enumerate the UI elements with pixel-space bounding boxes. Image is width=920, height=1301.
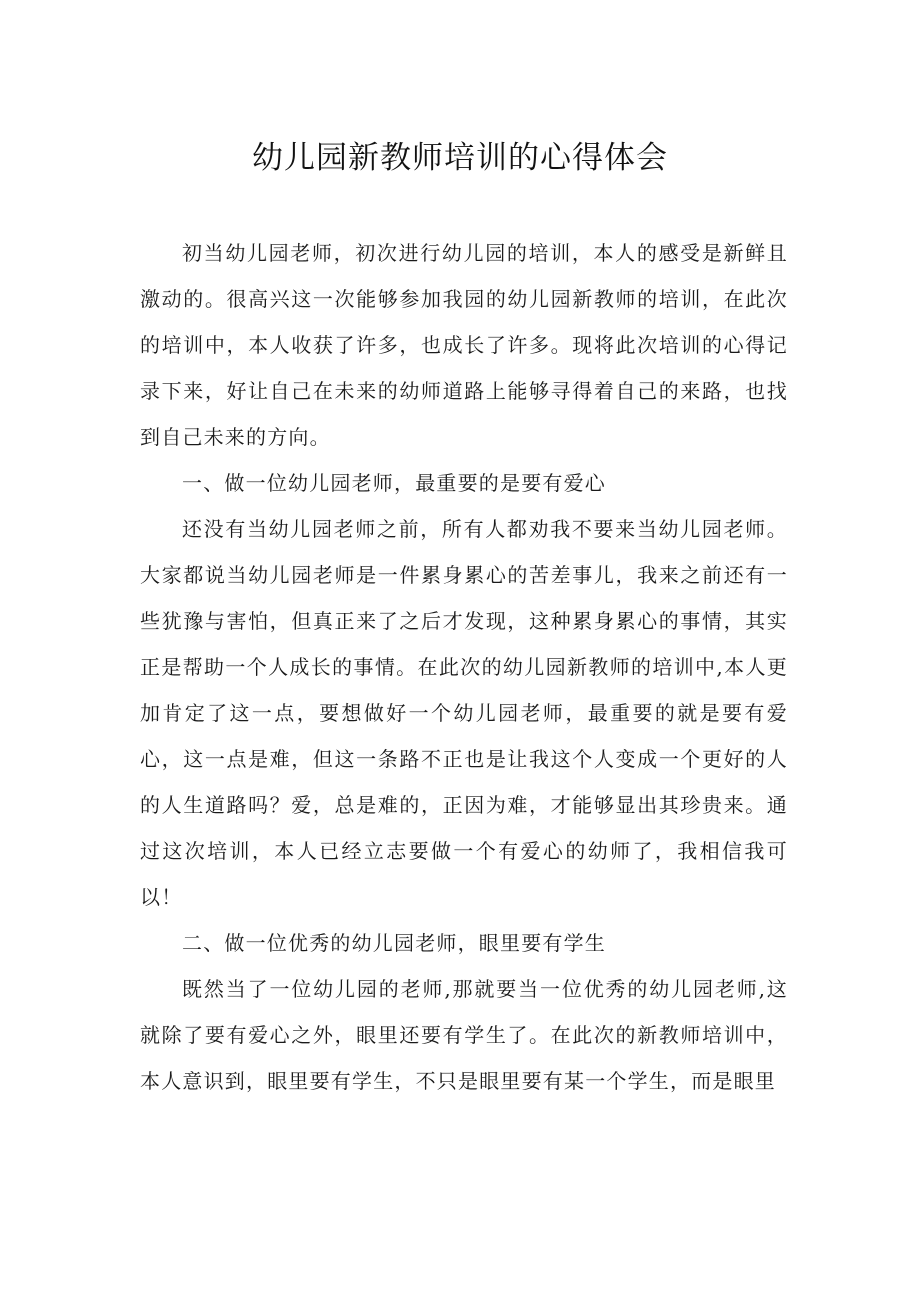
paragraph-section-1: 还没有当幼儿园老师之前，所有人都劝我不要来当幼儿园老师。大家都说当幼儿园老师是一件累身累心的苦差事儿，我来之前还有一些犹豫与害怕，但真正来了之后才发现，这种累身累心的事情，其实正是帮助一个人成长的事情。在此次的幼儿园新教师的培训中,本人更加肯定了这一点，要想做好一个幼儿园老师，最重要的就是要有爱心，这一点是难，但这一条路不正也是让我这个人变成一个更好的人的人生道路吗？爱，总是难的，正因为难，才能够显出其珍贵来。通过这次培训，本人已经立志要做一个有爱心的幼师了，我相信我可以！	[140, 517, 788, 909]
section-heading-2: 二、做一位优秀的幼儿园老师，眼里要有学生	[182, 931, 606, 955]
paragraph-intro: 初当幼儿园老师，初次进行幼儿园的培训，本人的感受是新鲜且激动的。很高兴这一次能够参加我园的幼儿园新教师的培训，在此次的培训中，本人收获了许多，也成长了许多。现将此次培训的心得记录下来，好让自己在未来的幼师道路上能够寻得着自己的来路，也找到自己未来的方向。	[140, 241, 788, 449]
document-body	[140, 230, 788, 1104]
document-title: 幼儿园新教师培训的心得体会	[252, 140, 668, 176]
section-heading-1: 一、做一位幼儿园老师，最重要的是要有爱心	[182, 471, 606, 495]
paragraph-section-2: 既然当了一位幼儿园的老师,那就要当一位优秀的幼儿园老师,这就除了要有爱心之外，眼里还要有学生了。在此次的新教师培训中，本人意识到，眼里要有学生，不只是眼里要有某一个学生，而是眼里	[140, 977, 788, 1093]
